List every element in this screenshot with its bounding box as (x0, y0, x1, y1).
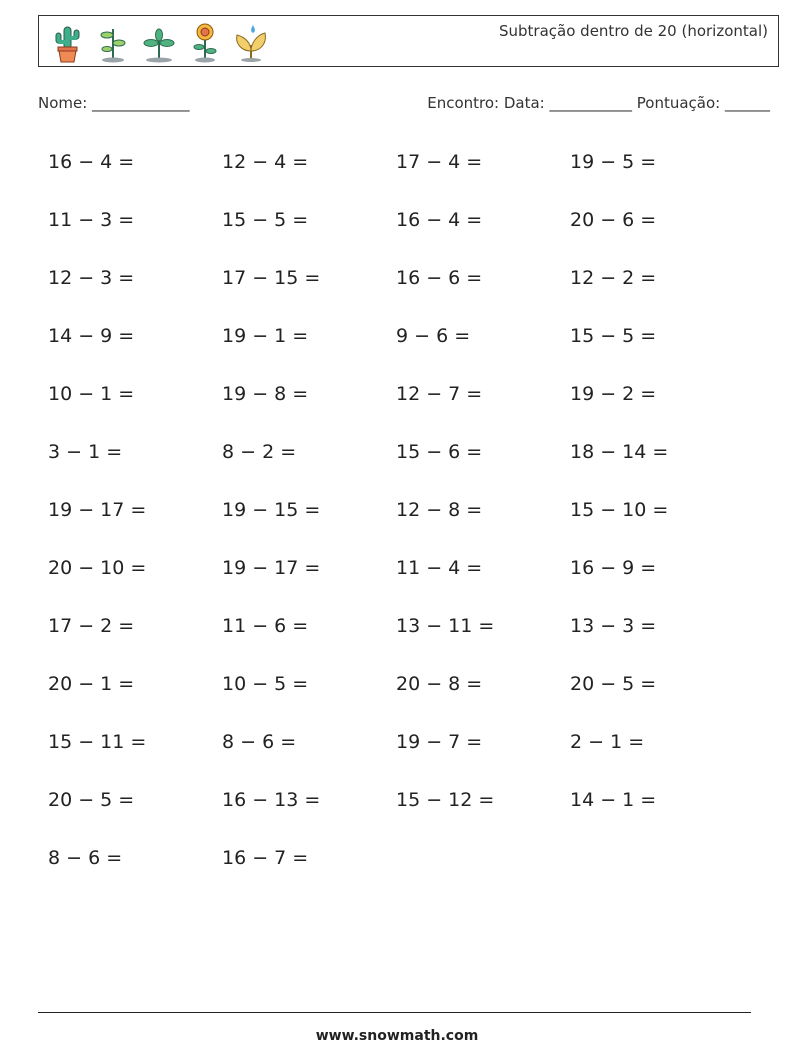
problem-item: 19 − 1 = (222, 325, 309, 347)
problem-item: 20 − 1 = (48, 673, 135, 695)
problem-item: 20 − 5 = (48, 789, 135, 811)
problem-item: 8 − 2 = (222, 441, 297, 463)
problem-item: 19 − 8 = (222, 383, 309, 405)
problem-item: 2 − 1 = (570, 731, 645, 753)
problem-item: 15 − 5 = (570, 325, 657, 347)
problem-item: 11 − 6 = (222, 615, 309, 637)
footer-divider (38, 1012, 751, 1013)
problem-item: 10 − 1 = (48, 383, 135, 405)
problem-item: 13 − 3 = (570, 615, 657, 637)
problem-item: 13 − 11 = (396, 615, 495, 637)
sprout-icon (93, 21, 133, 63)
header-icons (47, 21, 271, 63)
problem-item: 19 − 7 = (396, 731, 483, 753)
problem-item: 18 − 14 = (570, 441, 669, 463)
problem-item: 11 − 4 = (396, 557, 483, 579)
worksheet-title: Subtração dentro de 20 (horizontal) (499, 22, 768, 40)
problem-item: 16 − 4 = (396, 209, 483, 231)
problem-item: 15 − 6 = (396, 441, 483, 463)
problem-item: 15 − 5 = (222, 209, 309, 231)
date-score-field-label: Encontro: Data: ___________ Pontuação: ______ (427, 94, 770, 112)
problem-item: 19 − 17 = (222, 557, 321, 579)
problem-item: 12 − 3 = (48, 267, 135, 289)
sunflower-icon (185, 21, 225, 63)
problem-item: 12 − 7 = (396, 383, 483, 405)
problem-item: 20 − 8 = (396, 673, 483, 695)
problem-item: 20 − 6 = (570, 209, 657, 231)
seedling-icon (139, 21, 179, 63)
problem-item: 19 − 5 = (570, 151, 657, 173)
problem-item: 14 − 9 = (48, 325, 135, 347)
problem-item: 17 − 15 = (222, 267, 321, 289)
problem-item: 16 − 9 = (570, 557, 657, 579)
problem-item: 20 − 5 = (570, 673, 657, 695)
problem-item: 15 − 12 = (396, 789, 495, 811)
problem-item: 8 − 6 = (222, 731, 297, 753)
problem-item: 12 − 2 = (570, 267, 657, 289)
watering-leaves-icon (231, 21, 271, 63)
problem-item: 15 − 10 = (570, 499, 669, 521)
problem-item: 12 − 8 = (396, 499, 483, 521)
footer-url: www.snowmath.com (315, 1028, 479, 1044)
name-field-label: Nome: _____________ (38, 94, 190, 112)
problem-item: 19 − 17 = (48, 499, 147, 521)
problem-item: 10 − 5 = (222, 673, 309, 695)
problem-grid (48, 142, 744, 896)
problem-item: 19 − 2 = (570, 383, 657, 405)
problem-item: 20 − 10 = (48, 557, 147, 579)
problem-item: 17 − 2 = (48, 615, 135, 637)
problem-item: 8 − 6 = (48, 847, 123, 869)
problem-item: 15 − 11 = (48, 731, 147, 753)
problem-item: 17 − 4 = (396, 151, 483, 173)
problem-item: 16 − 7 = (222, 847, 309, 869)
problem-item: 14 − 1 = (570, 789, 657, 811)
problem-item: 19 − 15 = (222, 499, 321, 521)
problem-item: 16 − 4 = (48, 151, 135, 173)
problem-item: 12 − 4 = (222, 151, 309, 173)
problem-item: 9 − 6 = (396, 325, 471, 347)
problem-item: 16 − 13 = (222, 789, 321, 811)
problem-item: 3 − 1 = (48, 441, 123, 463)
problem-item: 16 − 6 = (396, 267, 483, 289)
cactus-icon (47, 21, 87, 63)
worksheet-header (38, 15, 779, 67)
problem-item: 11 − 3 = (48, 209, 135, 231)
